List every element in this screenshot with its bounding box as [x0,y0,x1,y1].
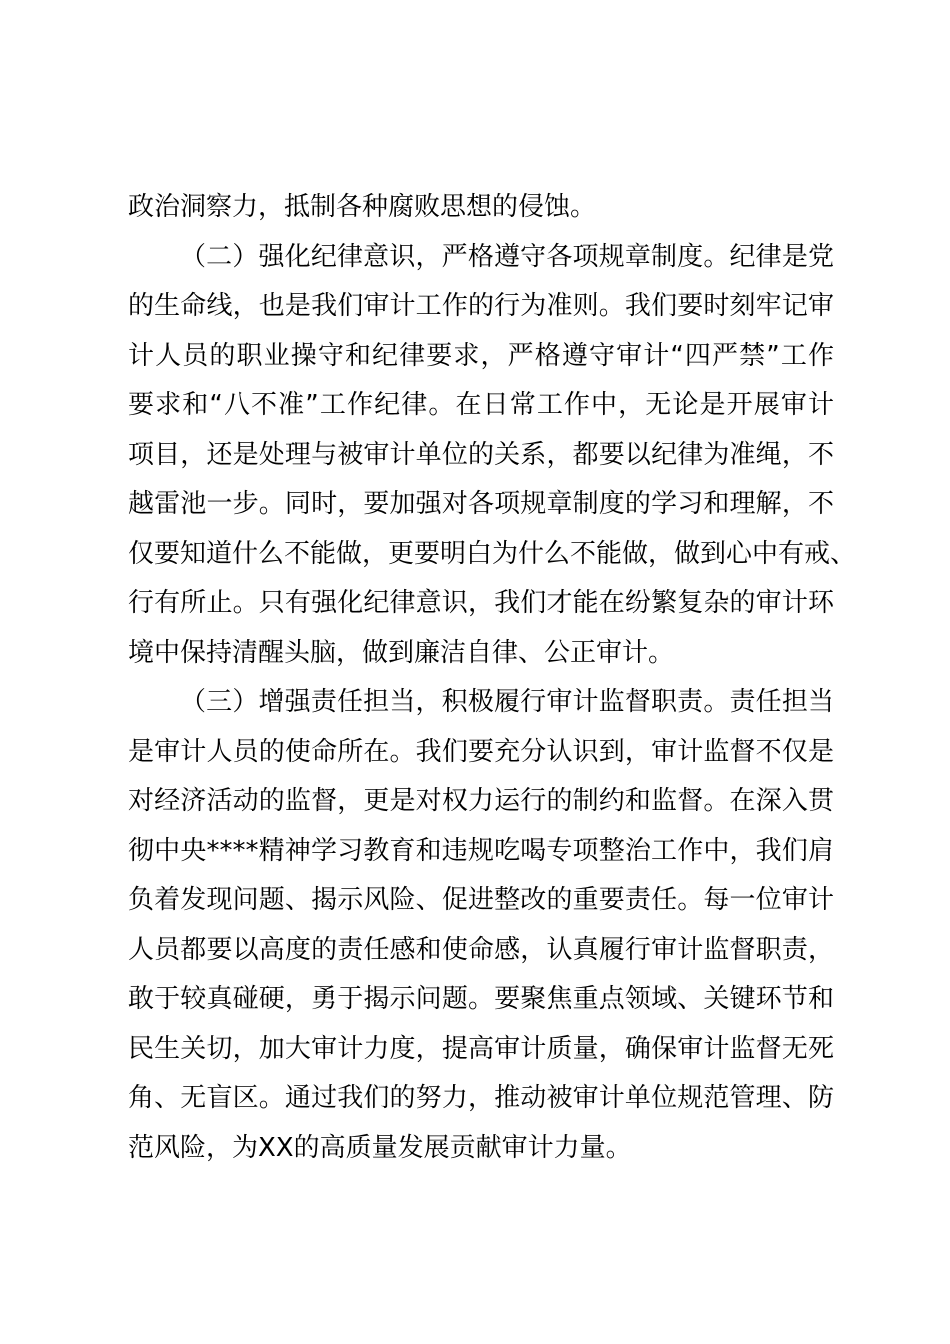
text-line: 彻中央****精神学习教育和违规吃喝专项整治工作中，我们肩 [128,835,834,866]
text-line: 越雷池一步。同时，要加强对各项规章制度的学习和理解，不 [128,489,834,519]
text-line: 项目，还是处理与被审计单位的关系，都要以纪律为准绳，不 [128,439,834,470]
text-line: （二）强化纪律意识，严格遵守各项规章制度。纪律是党 [180,241,834,272]
text-line: 是审计人员的使命所在。我们要充分认识到，审计监督不仅是 [128,736,834,767]
text-line: 境中保持清醒头脑，做到廉洁自律、公正审计。 [128,637,675,668]
text-line: 政治洞察力，抵制各种腐败思想的侵蚀。 [128,192,597,222]
text-line: 负着发现问题、揭示风险、促进整改的重要责任。每一位审计 [128,885,834,915]
text-line: （三）增强责任担当，积极履行审计监督职责。责任担当 [180,687,834,717]
text-line: 计人员的职业操守和纪律要求，严格遵守审计“四严禁”工作 [128,340,834,371]
text-line: 要求和“八不准”工作纪律。在日常工作中，无论是开展审计 [128,390,834,420]
document-body [128,183,857,1173]
text-line: 民生关切，加大审计力度，提高审计质量，确保审计监督无死 [128,1033,834,1064]
text-line: 行有所止。只有强化纪律意识，我们才能在纷繁复杂的审计环 [128,588,834,618]
text-line: 的生命线，也是我们审计工作的行为准则。我们要时刻牢记审 [128,291,834,321]
text-line: 仅要知道什么不能做，更要明白为什么不能做，做到心中有戒、 [128,538,857,569]
text-line: 敢于较真碰硬，勇于揭示问题。要聚焦重点领域、关键环节和 [128,984,834,1014]
text-line: 范风险，为XX的高质量发展贡献审计力量。 [128,1132,632,1163]
text-line: 对经济活动的监督，更是对权力运行的制约和监督。在深入贯 [128,786,834,816]
text-line: 角、无盲区。通过我们的努力，推动被审计单位规范管理、防 [128,1083,834,1113]
text-line: 人员都要以高度的责任感和使命感，认真履行审计监督职责， [128,934,834,965]
